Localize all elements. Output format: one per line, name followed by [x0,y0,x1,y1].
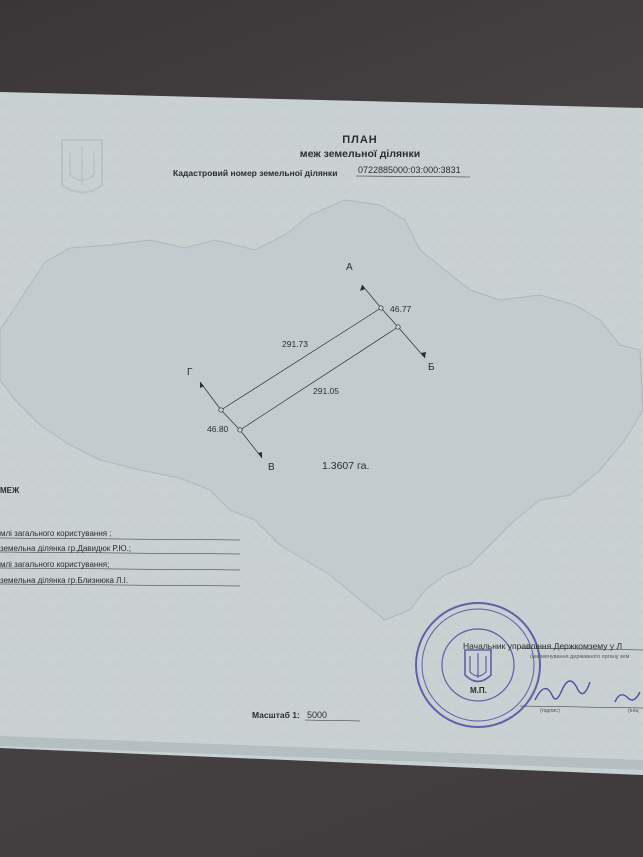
document-title: ПЛАН [342,134,378,146]
document-subtitle: меж земельної ділянки [299,148,421,160]
point-label-b: Б [428,362,435,373]
legend-heading: МЕЖ [0,486,20,495]
chief-title: Начальник управління Держкомзему у Л [463,641,623,651]
scale-value: 5000 [307,710,328,720]
point-label-g: Г [187,367,193,378]
scale-label: Масштаб 1: [252,710,300,720]
dimension-vg: 46.80 [207,424,229,434]
cadastral-number: 0722885000:03:000:3831 [358,165,461,175]
signature-caption-2: (ініц [628,708,639,714]
legend-line-2: земельна ділянка гр.Давидюк Р.Ю.; [0,544,131,553]
point-label-a: А [346,262,353,273]
dimension-ab: 46.77 [390,304,412,314]
legend-line-3: млі загального користування; [0,560,110,569]
vertex-b [396,325,400,329]
signature-caption: (підпис) [540,708,560,714]
vertex-a [379,306,383,310]
point-label-v: В [268,462,275,473]
cadastral-label: Кадастровий номер земельної ділянки [173,168,338,178]
plot-area: 1.3607 га. [322,460,370,472]
legend-line-1: млі загального користування ; [0,529,112,538]
dimension-bottom: 291.05 [313,386,339,396]
mp-label: М.П. [470,686,487,695]
vertex-v [238,428,242,432]
chief-subcaption: (найменування державного органу зем [530,654,630,660]
legend-line-4: земельна ділянка гр.Близнюка Л.І. [0,576,129,585]
dimension-top: 291.73 [282,339,308,349]
vertex-g [219,408,223,412]
